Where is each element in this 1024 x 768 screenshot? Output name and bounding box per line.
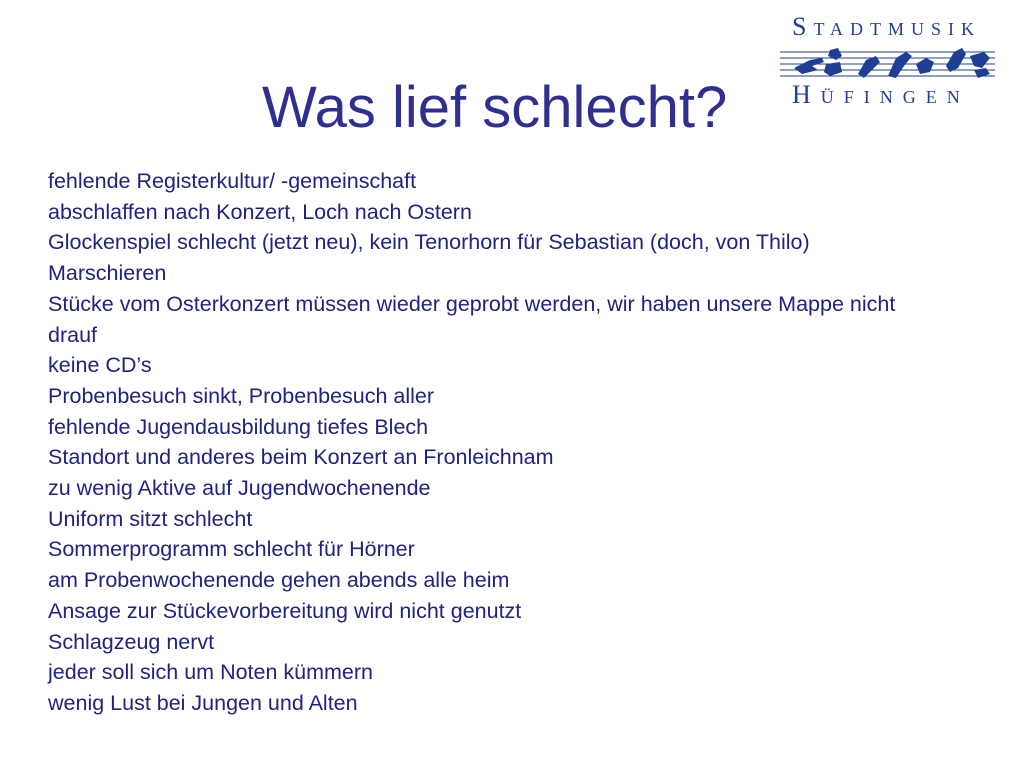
stadtmusik-logo: [780, 12, 1000, 112]
list-item: Standort und anderes beim Konzert an Fronleichnam: [48, 445, 554, 470]
list-item: Marschieren: [48, 261, 167, 286]
list-item: Stücke vom Osterkonzert müssen wieder geprobt werden, wir haben unsere Mappe nicht drauf: [48, 291, 896, 347]
logo-line-1: [792, 12, 981, 42]
list-item: am Probenwochenende gehen abends alle heim: [48, 568, 510, 593]
list-item: Sommerprogramm schlecht für Hörner: [48, 537, 415, 562]
list-item: Glockenspiel schlecht (jetzt neu), kein Tenorhorn für Sebastian (doch, von Thilo): [48, 230, 810, 255]
list-item: Ansage zur Stückevorbereitung wird nicht genutzt: [48, 598, 522, 623]
slide-title: Was lief schlecht?: [262, 74, 728, 140]
list-item: Probenbesuch sinkt, Probenbesuch aller: [48, 383, 435, 408]
list-item: Schlagzeug nervt: [48, 629, 215, 654]
list-item: wenig Lust bei Jungen und Alten: [48, 690, 358, 715]
list-item: Uniform sitzt schlecht: [48, 506, 253, 531]
list-item: abschlaffen nach Konzert, Loch nach Ostern: [48, 199, 472, 224]
logo-line-2: [792, 80, 970, 110]
list-item: fehlende Registerkultur/ -gemeinschaft: [48, 169, 417, 193]
logo-line-1-text: Stadtmusik: [792, 12, 982, 41]
list-item: fehlende Jugendausbildung tiefes Blech: [48, 414, 429, 439]
list-item: jeder soll sich um Noten kümmern: [48, 660, 374, 685]
list-item: zu wenig Aktive auf Jugendwochenende: [48, 476, 431, 501]
list-item: keine CD’s: [48, 353, 152, 378]
bullet-list: [48, 166, 988, 719]
logo-line-2-text: Hüfingen: [792, 80, 970, 109]
